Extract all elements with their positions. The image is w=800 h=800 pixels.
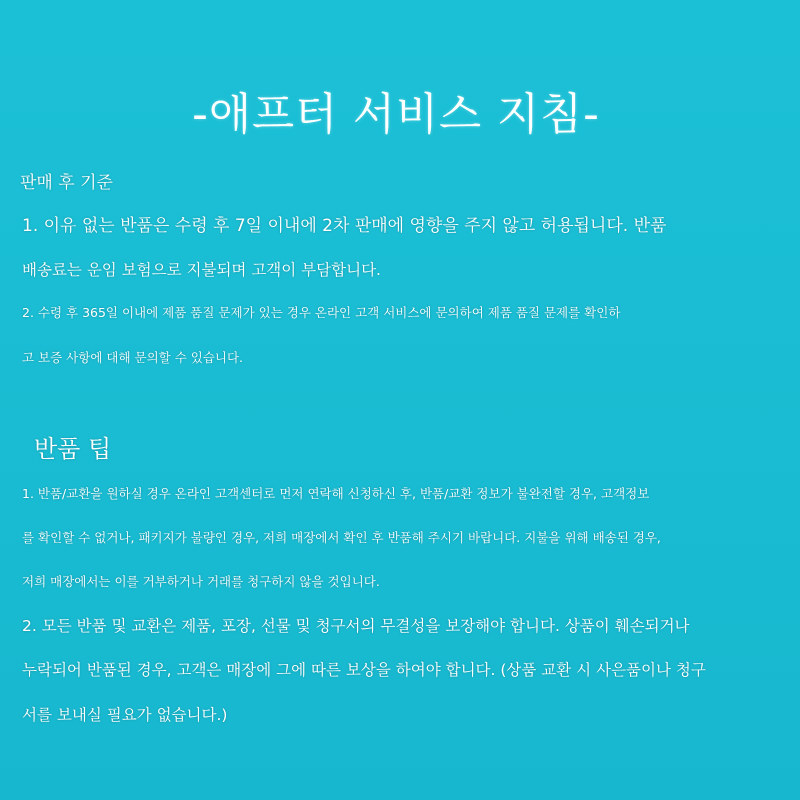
after-sale-line-1: 1. 이유 없는 반품은 수령 후 7일 이내에 2차 판매에 영향을 주지 않고 허용됩니다. 반품 [22,216,667,236]
after-sale-line-4: 고 보증 사항에 대해 문의할 수 있습니다. [22,350,244,365]
return-tips-line-5: 누락되어 반품된 경우, 고객은 매장에 그에 따른 보상을 하여야 합니다. (상품 교환 시 사은품이나 청구 [22,661,706,679]
after-sale-line-3: 2. 수령 후 365일 이내에 제품 품질 문제가 있는 경우 온라인 고객 서비스에 문의하여 제품 품질 문제를 확인하 [22,305,621,320]
return-tips-line-3: 저희 매장에서는 이를 거부하거나 거래를 청구하지 않을 것입니다. [22,574,380,589]
return-tips-line-4: 2. 모든 반품 및 교환은 제품, 포장, 선물 및 청구서의 무결성을 보장해야 합니다. 상품이 훼손되거나 [22,617,690,635]
return-tips-line-1: 1. 반품/교환을 원하실 경우 온라인 고객센터로 먼저 연락해 신청하신 후, 반품/교환 정보가 불완전할 경우, 고객정보 [22,486,650,501]
section-heading-after-sale-criteria: 판매 후 기준 [20,173,113,193]
return-tips-line-6: 서를 보내실 필요가 없습니다.) [22,706,228,724]
after-sale-line-2: 배송료는 운임 보험으로 지불되며 고객이 부담합니다. [22,261,381,279]
section-heading-return-tips: 반품 팁 [34,435,112,463]
page-title: -애프터 서비스 지침- [192,89,600,140]
return-tips-line-2: 를 확인할 수 없거나, 패키지가 불량인 경우, 저희 매장에서 확인 후 반품해 주시기 바랍니다. 지불을 위해 배송된 경우, [22,530,661,545]
